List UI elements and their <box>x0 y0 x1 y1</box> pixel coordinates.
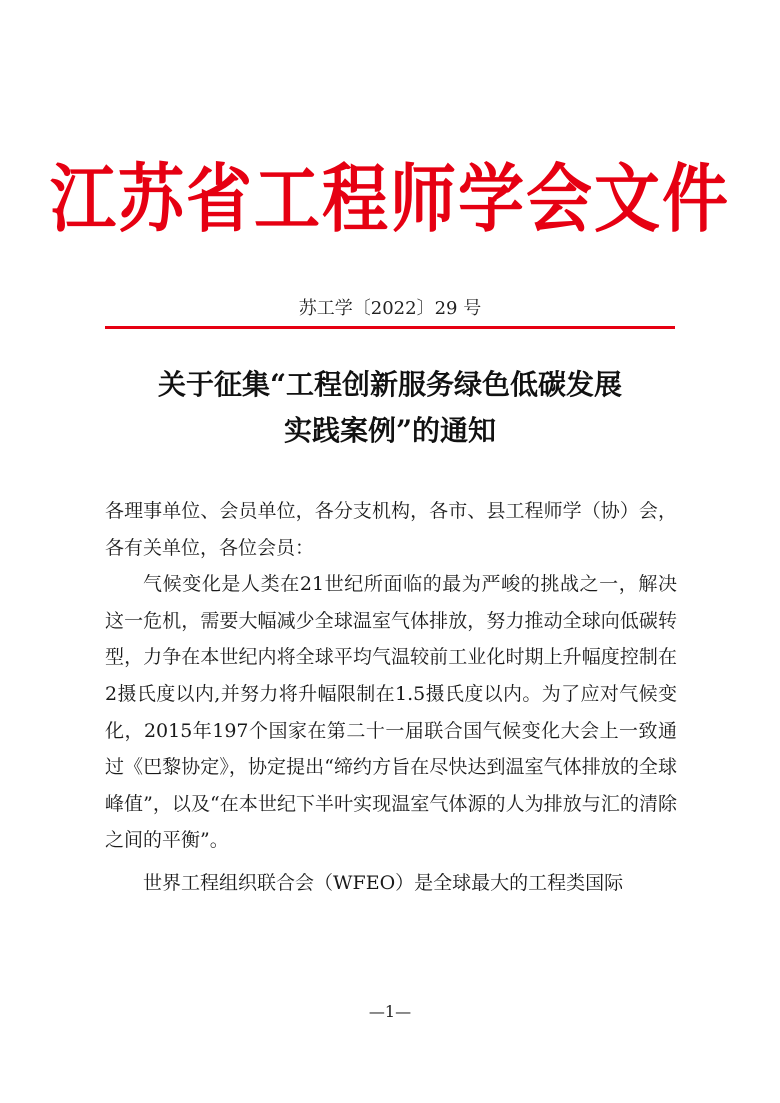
body-paragraph-1: 气候变化是人类在21世纪所面临的最为严峻的挑战之一，解决这一危机，需要大幅减少全球温室气体排放，努力推动全球向低碳转型，力争在本世纪内将全球平均气温较前工业化时期上升幅度控制在2摄氏度以内,并努力将升幅限制在1.5摄氏度以内。为了应对气候变化，2015年197个国家在第二十一届联合国气候变化大会上一致通过《巴黎协定》，协定提出“缔约方旨在尽快达到温室气体排放的全球峰值”，以及“在本世纪下半叶实现温室气体源的人为排放与汇的清除之间的平衡”。 <box>105 573 677 852</box>
notice-title <box>0 362 780 454</box>
page-number: —1— <box>368 1002 412 1021</box>
notice-title-line-1: 关于征集“工程创新服务绿色低碳发展 <box>157 368 623 401</box>
salutation-paragraph: 各理事单位、会员单位，各分支机构，各市、县工程师学（协）会，各有关单位，各位会员： <box>105 500 677 559</box>
document-number: 苏工学〔2022〕29 号 <box>298 298 482 319</box>
red-separator-line <box>105 326 675 329</box>
notice-title-line-2: 实践案例”的通知 <box>283 414 497 447</box>
body-text <box>105 493 677 902</box>
masthead-title: 江苏省工程师学会文件 <box>50 156 730 243</box>
body-paragraph-2: 世界工程组织联合会（WFEO）是全球最大的工程类国际 <box>143 871 624 894</box>
